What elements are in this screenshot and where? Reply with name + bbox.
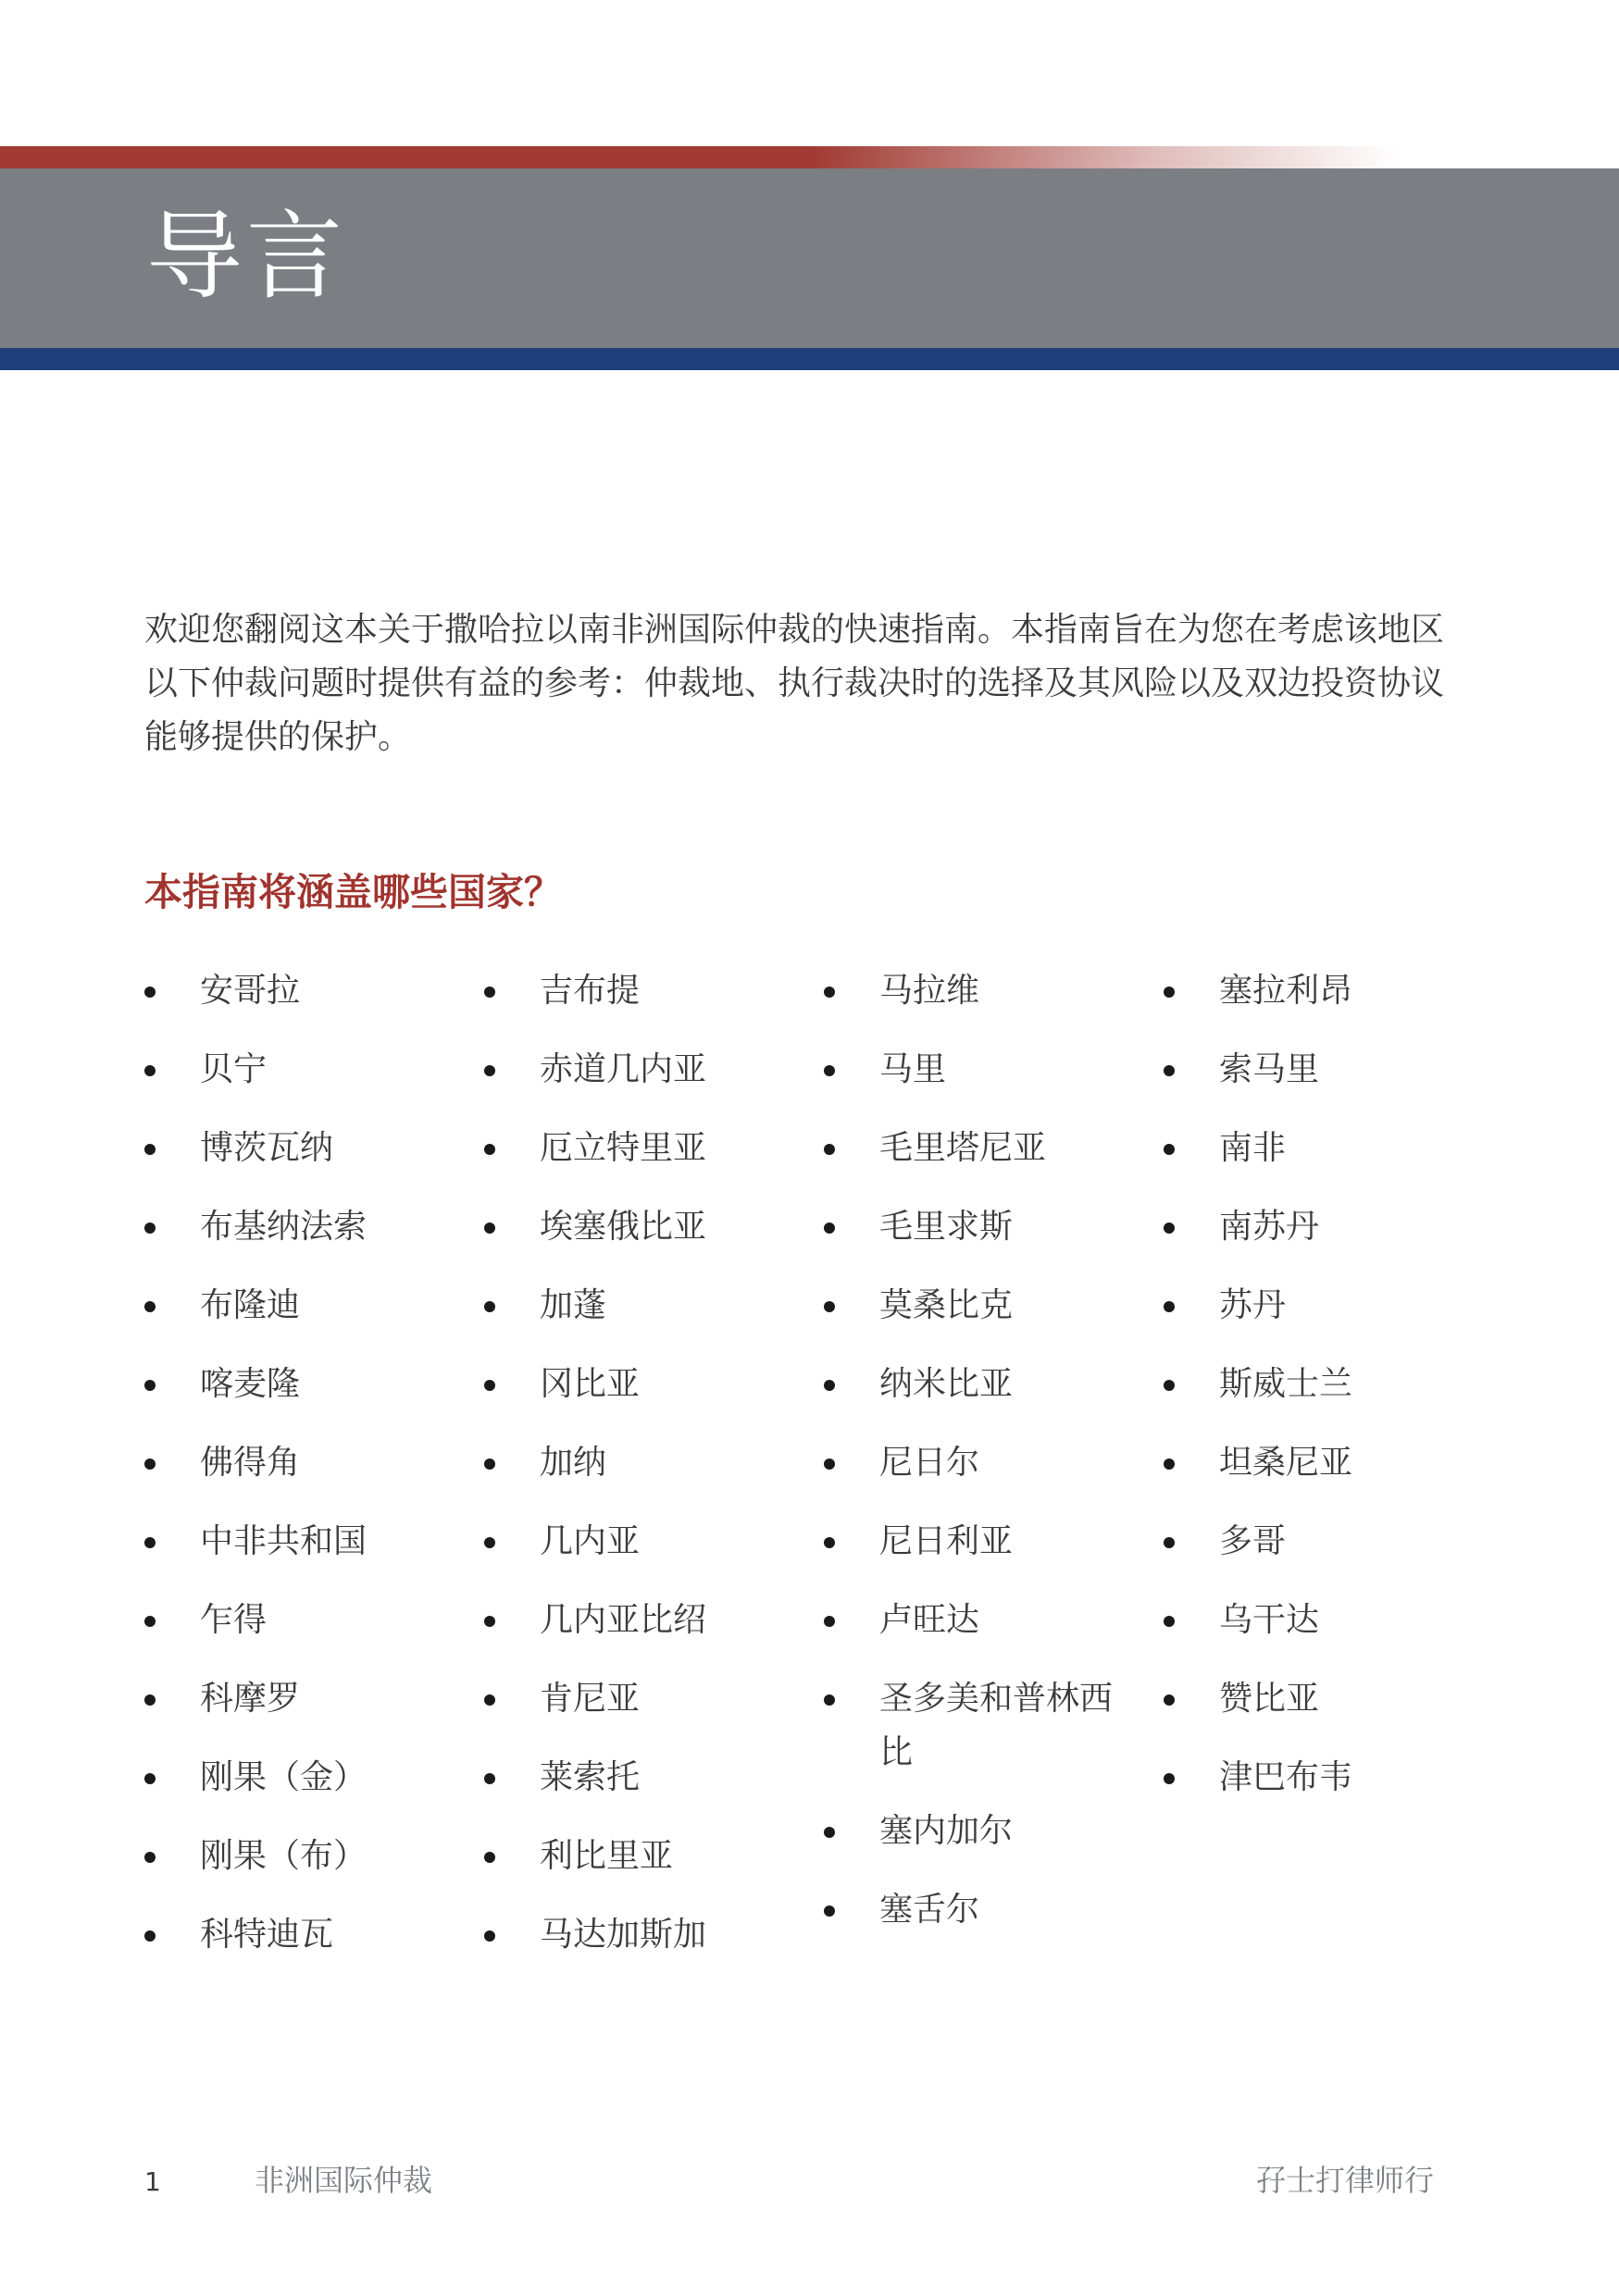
country-item: 布隆迪	[144, 1279, 450, 1333]
country-item: 刚果（布）	[144, 1830, 450, 1883]
country-item: 埃塞俄比亚	[484, 1200, 790, 1254]
country-item: 索马里	[1164, 1043, 1469, 1097]
country-item: 尼日尔	[824, 1436, 1120, 1490]
country-item: 科摩罗	[144, 1672, 450, 1726]
country-item: 吉布提	[484, 964, 790, 1018]
country-item: 刚果（金）	[144, 1751, 450, 1805]
country-item: 马达加斯加	[484, 1908, 790, 1962]
country-list-column-2	[484, 964, 790, 1987]
country-list-column-1	[144, 964, 450, 1987]
country-item: 博茨瓦纳	[144, 1122, 450, 1175]
country-item: 乌干达	[1164, 1594, 1469, 1647]
country-item: 苏丹	[1164, 1279, 1469, 1333]
country-item: 加蓬	[484, 1279, 790, 1333]
country-item: 塞拉利昂	[1164, 964, 1469, 1018]
country-item: 坦桑尼亚	[1164, 1436, 1469, 1490]
footer-doc-title: 非洲国际仲裁	[255, 2163, 433, 2198]
country-item: 几内亚比绍	[484, 1594, 790, 1647]
country-item: 毛里塔尼亚	[824, 1122, 1120, 1175]
page-title: 导言	[146, 200, 347, 313]
country-item: 塞内加尔	[824, 1805, 1120, 1858]
country-item: 尼日利亚	[824, 1515, 1120, 1569]
country-item: 中非共和国	[144, 1515, 450, 1569]
page-number: 1	[144, 2166, 161, 2197]
country-item: 佛得角	[144, 1436, 450, 1490]
country-item: 布基纳法索	[144, 1200, 450, 1254]
country-item: 马里	[824, 1043, 1120, 1097]
country-item: 利比里亚	[484, 1830, 790, 1883]
country-item: 南苏丹	[1164, 1200, 1469, 1254]
country-item: 几内亚	[484, 1515, 790, 1569]
country-item: 喀麦隆	[144, 1358, 450, 1411]
footer-firm-name: 孖士打律师行	[1255, 2163, 1434, 2198]
header-title-band	[0, 168, 1619, 348]
country-item: 科特迪瓦	[144, 1908, 450, 1962]
country-item: 加纳	[484, 1436, 790, 1490]
country-list-column-3	[824, 964, 1120, 1962]
country-item: 津巴布韦	[1164, 1751, 1469, 1805]
countries-heading: 本指南将涵盖哪些国家？	[144, 870, 562, 914]
country-item: 贝宁	[144, 1043, 450, 1097]
country-item: 赤道几内亚	[484, 1043, 790, 1097]
country-item: 冈比亚	[484, 1358, 790, 1411]
country-item: 圣多美和普林西比	[824, 1672, 1120, 1780]
country-item: 卢旺达	[824, 1594, 1120, 1647]
country-item: 肯尼亚	[484, 1672, 790, 1726]
intro-paragraph: 欢迎您翻阅这本关于撒哈拉以南非洲国际仲裁的快速指南。本指南旨在为您在考虑该地区以下仲裁问题时提供有益的参考：仲裁地、执行裁决时的选择及其风险以及双边投资协议能够提供的保护。	[144, 611, 1445, 756]
country-item: 安哥拉	[144, 964, 450, 1018]
country-item: 莱索托	[484, 1751, 790, 1805]
country-item: 斯威士兰	[1164, 1358, 1469, 1411]
country-item: 马拉维	[824, 964, 1120, 1018]
country-item: 莫桑比克	[824, 1279, 1120, 1333]
header-blue-stripe	[0, 348, 1619, 370]
country-item: 厄立特里亚	[484, 1122, 790, 1175]
country-item: 赞比亚	[1164, 1672, 1469, 1726]
country-item: 多哥	[1164, 1515, 1469, 1569]
header-red-stripe	[0, 146, 1398, 168]
country-item: 毛里求斯	[824, 1200, 1120, 1254]
country-item: 塞舌尔	[824, 1883, 1120, 1937]
country-item: 纳米比亚	[824, 1358, 1120, 1411]
country-item: 南非	[1164, 1122, 1469, 1175]
country-list-column-4	[1164, 964, 1469, 1830]
country-item: 乍得	[144, 1594, 450, 1647]
